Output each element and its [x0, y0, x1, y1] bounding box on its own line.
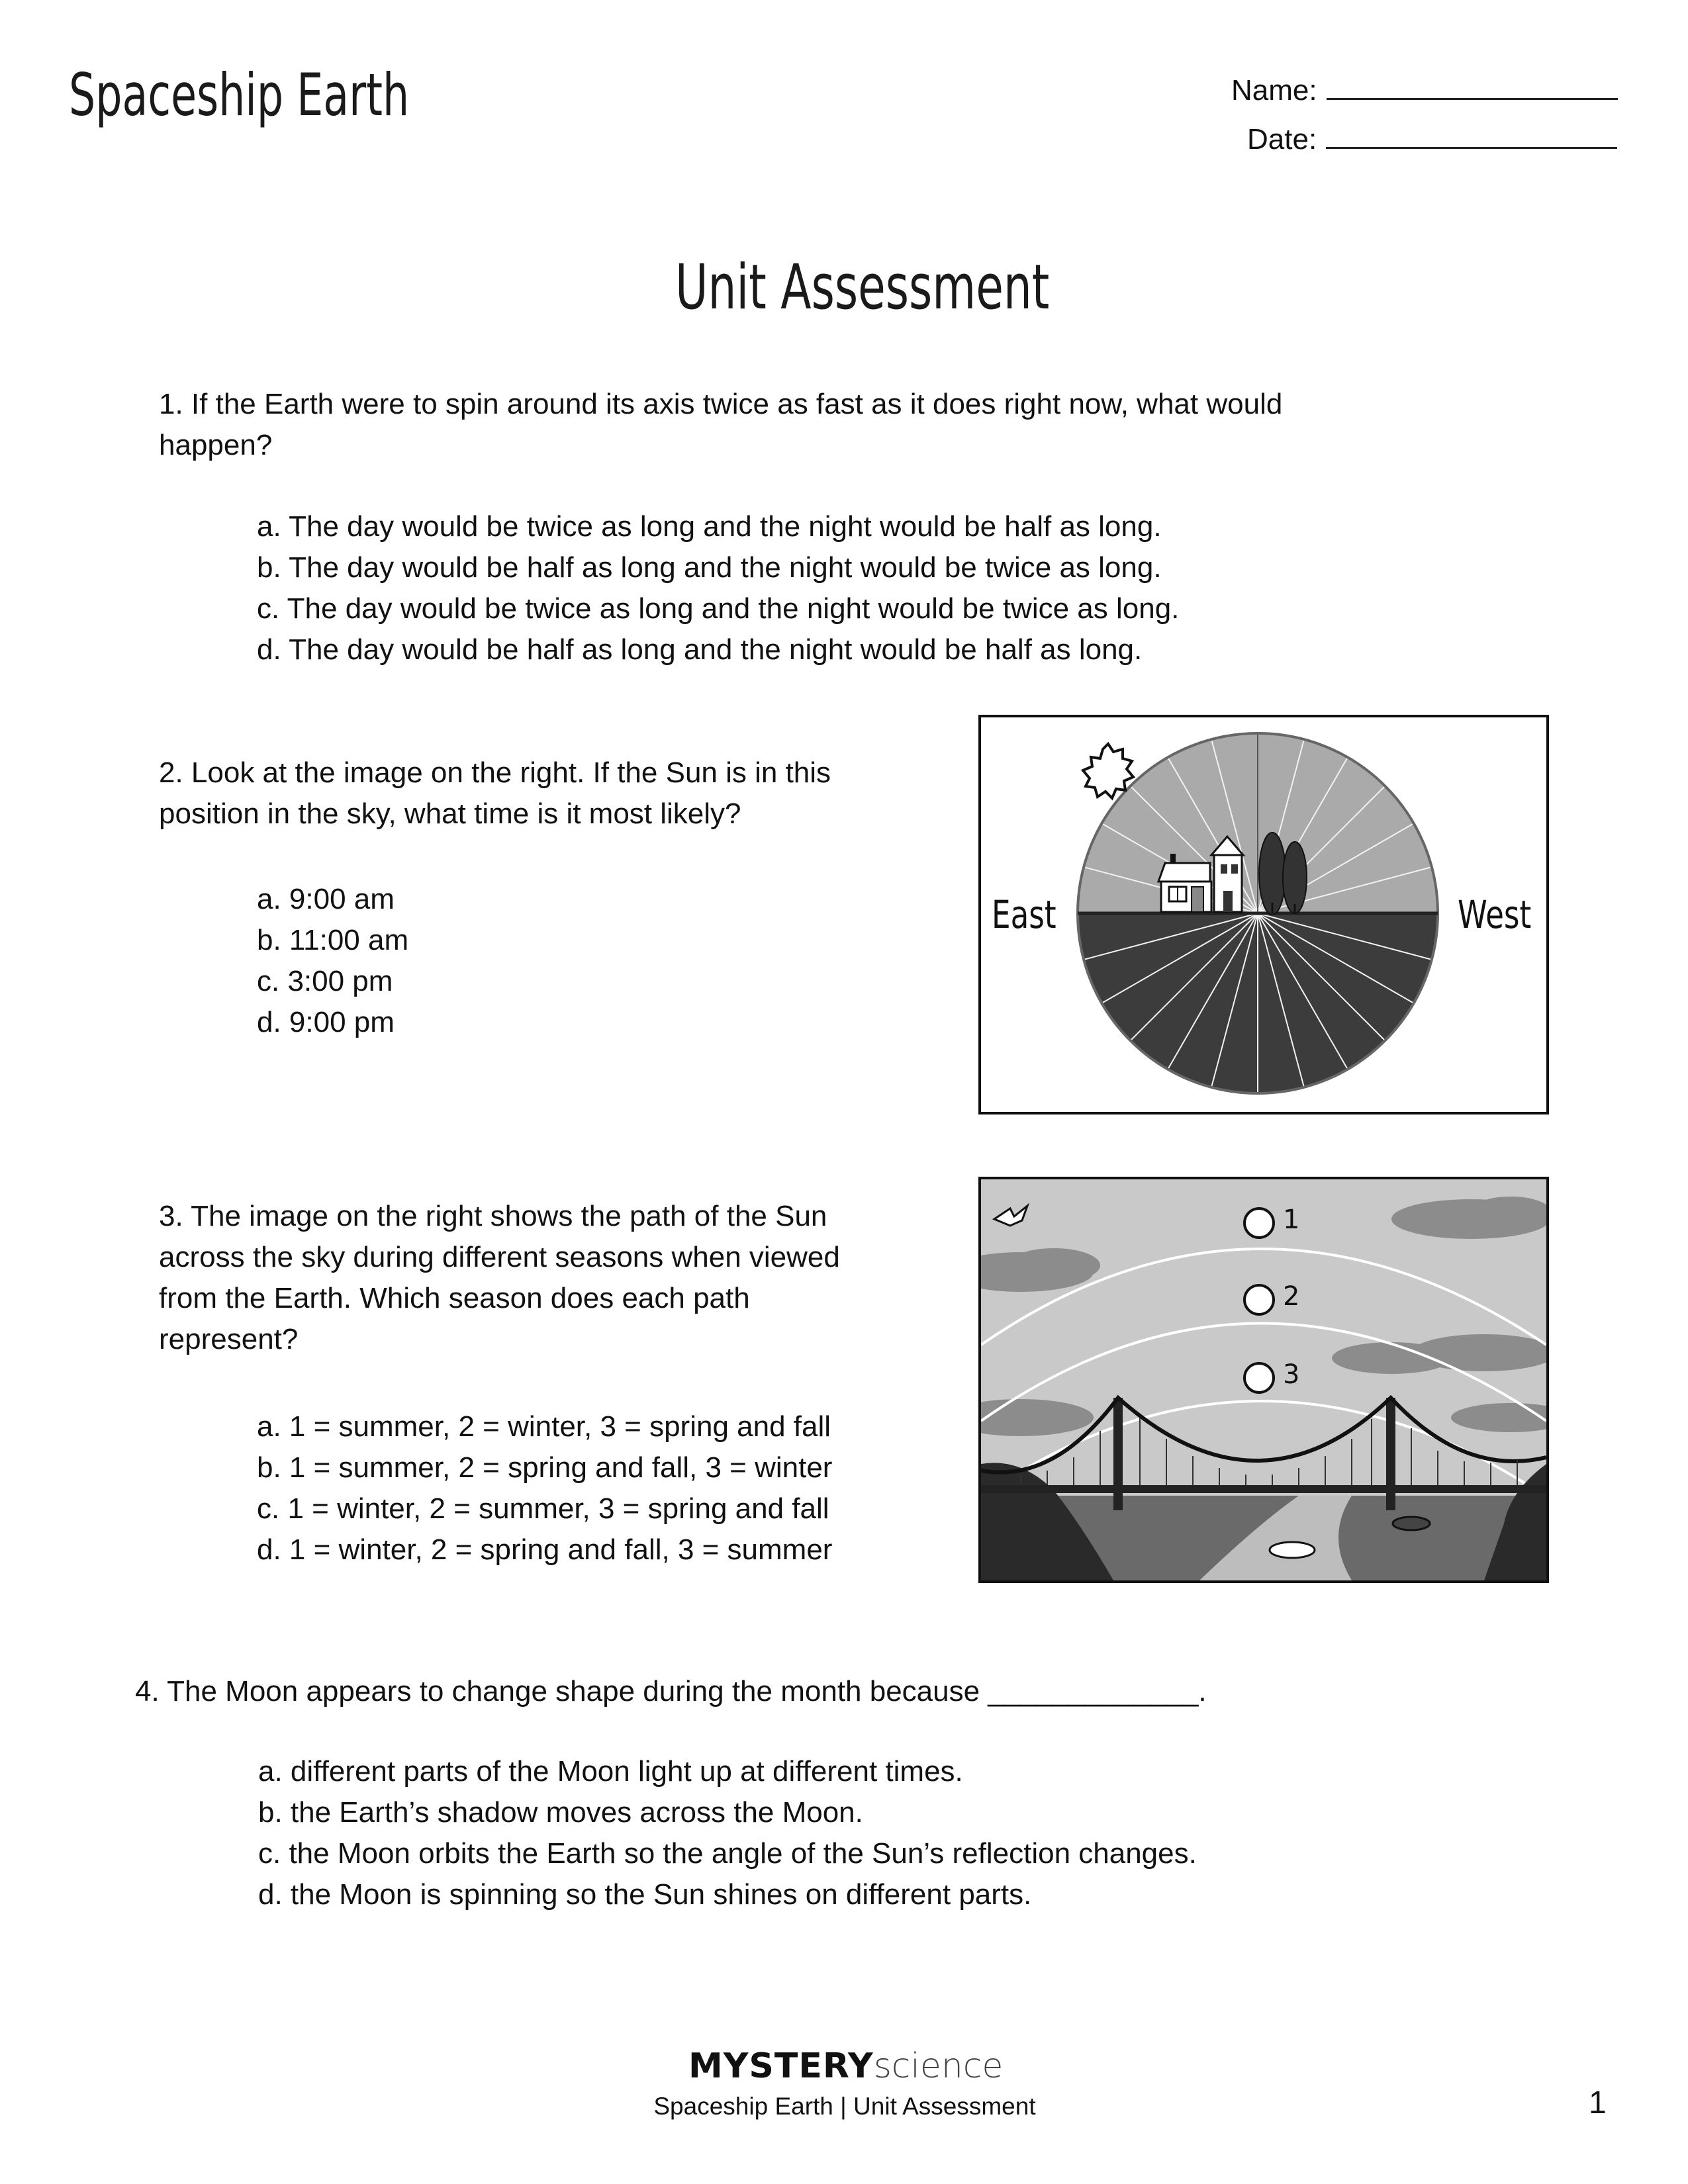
question-2-option-c[interactable]: c. 3:00 pm: [257, 965, 393, 997]
east-label: East: [992, 893, 1056, 938]
question-1-option-d[interactable]: d. The day would be half as long and the night would be half as long.: [257, 633, 1143, 666]
date-blank-line[interactable]: [1326, 120, 1617, 149]
boat-icon: [1270, 1542, 1315, 1558]
question-3-options: [257, 1406, 832, 1570]
question-2-option-d[interactable]: d. 9:00 pm: [257, 1006, 395, 1038]
mystery-science-logo: [688, 2046, 1003, 2086]
question-2-options: [257, 879, 408, 1043]
question-3-option-d[interactable]: d. 1 = winter, 2 = spring and fall, 3 = summer: [257, 1533, 833, 1566]
question-2-option-b[interactable]: b. 11:00 am: [257, 924, 409, 956]
question-1-text: 1. If the Earth were to spin around its axis twice as fast as it does right now, what would happen?: [159, 388, 1283, 461]
question-1-option-c[interactable]: c. The day would be twice as long and the night would be twice as long.: [257, 592, 1180, 625]
sun-position-3: [1244, 1363, 1274, 1392]
sun-position-figure: [978, 715, 1549, 1115]
name-blank-line[interactable]: [1327, 71, 1618, 100]
boat-icon: [1393, 1517, 1430, 1530]
question-1-option-a[interactable]: a. The day would be twice as long and the night would be half as long.: [257, 510, 1162, 543]
logo-light-text: science: [873, 2046, 1004, 2086]
document-title: Spaceship Earth: [69, 61, 410, 129]
sun-path-label-1: 1: [1283, 1205, 1300, 1235]
question-1-options: [257, 506, 1179, 670]
question-3-option-b[interactable]: b. 1 = summer, 2 = spring and fall, 3 = winter: [257, 1451, 833, 1484]
sun-position-dial: [981, 717, 1546, 1112]
question-4-option-d[interactable]: d. the Moon is spinning so the Sun shines on different parts.: [258, 1878, 1032, 1911]
sun-path-scene: [981, 1179, 1546, 1580]
sun-position-1: [1244, 1208, 1274, 1238]
question-3-text: 3. The image on the right shows the path of the Sun across the sky during different seasons when viewed from the Earth. Which season does each path represent?: [159, 1200, 840, 1355]
question-4-text: 4. The Moon appears to change shape during the month because _____________.: [135, 1675, 1207, 1707]
sun-icon: [1083, 744, 1133, 798]
question-4-options: [258, 1751, 1197, 1915]
question-1-option-b[interactable]: b. The day would be half as long and the night would be twice as long.: [257, 551, 1162, 584]
question-4-option-c[interactable]: c. the Moon orbits the Earth so the angle of the Sun’s reflection changes.: [258, 1837, 1197, 1870]
west-label: West: [1458, 893, 1532, 938]
sun-path-label-3: 3: [1283, 1359, 1300, 1390]
name-field[interactable]: [1231, 71, 1618, 107]
question-2-text: 2. Look at the image on the right. If the Sun is in this position in the sky, what time is it most likely?: [159, 756, 831, 830]
question-2-option-a[interactable]: a. 9:00 am: [257, 883, 395, 915]
logo-bold-text: MYSTERY: [688, 2046, 874, 2086]
question-4-option-a[interactable]: a. different parts of the Moon light up at different times.: [258, 1755, 963, 1788]
sun-position-2: [1244, 1285, 1274, 1314]
unit-title: Unit Assessment: [675, 251, 1050, 324]
name-label: Name:: [1231, 74, 1317, 107]
date-field[interactable]: [1247, 120, 1617, 156]
question-4-option-b[interactable]: b. the Earth’s shadow moves across the Moon.: [258, 1796, 863, 1829]
sun-path-figure: [978, 1177, 1549, 1583]
question-3-option-a[interactable]: a. 1 = summer, 2 = winter, 3 = spring and fall: [257, 1410, 831, 1443]
footer-subtitle: Spaceship Earth | Unit Assessment: [653, 2093, 1036, 2120]
page-number: 1: [1589, 2085, 1607, 2120]
date-label: Date:: [1247, 123, 1317, 156]
question-3-option-c[interactable]: c. 1 = winter, 2 = summer, 3 = spring and fall: [257, 1492, 829, 1525]
sun-path-label-2: 2: [1283, 1281, 1300, 1312]
